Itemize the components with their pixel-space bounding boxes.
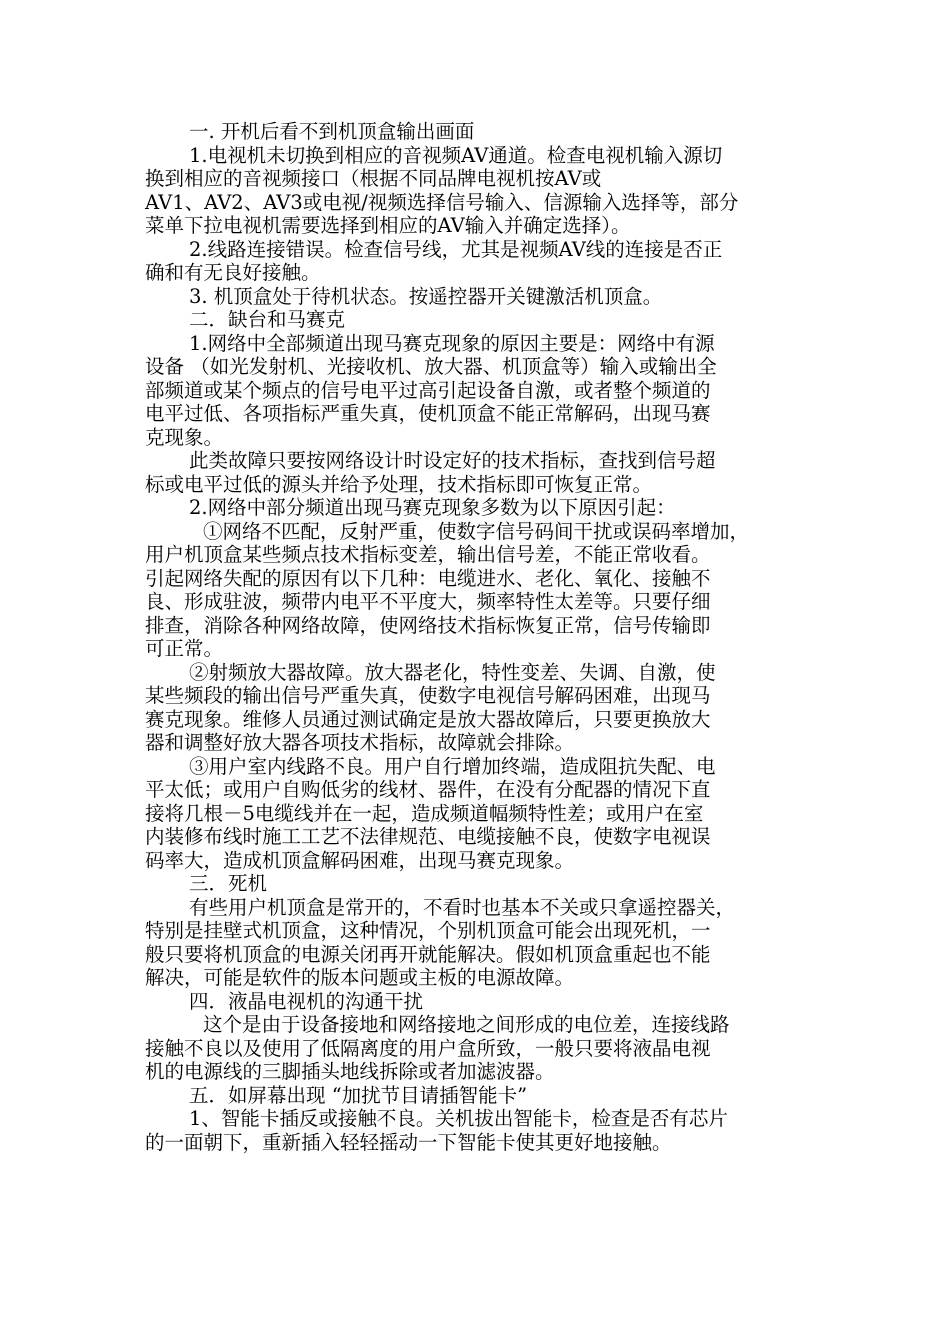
text-line: 设备 （如光发射机、光接收机、放大器、机顶盒等）输入或输出全	[145, 355, 717, 378]
text-line: 1、智能卡插反或接触不良。关机拔出智能卡，检查是否有芯片	[189, 1107, 728, 1130]
text-line: 赛克现象。维修人员通过测试确定是放大器故障后，只要更换放大	[145, 707, 711, 731]
text-line: 接将几根－5电缆线并在一起，造成频道幅频特性差；或用户在室	[145, 801, 704, 825]
text-line: 1.电视机未切换到相应的音视频AV通道。检查电视机输入源切	[189, 143, 723, 167]
text-line: 般只要将机顶盒的电源关闭再开就能解决。假如机顶盒重起也不能	[145, 942, 711, 966]
text-line: 内装修布线时施工工艺不法律规范、电缆接触不良，使数字电视误	[145, 825, 711, 848]
text-line: 菜单下拉电视机需要选择到相应的AV输入并确定选择）。	[145, 214, 631, 237]
text-line: 三．死机	[189, 872, 268, 895]
text-line: 可正常。	[145, 637, 224, 660]
text-line: ②射频放大器故障。放大器老化，特性变差、失调、自激，使	[189, 660, 716, 684]
text-line: 机的电源线的三脚插头地线拆除或者加滤波器。	[145, 1060, 555, 1083]
text-line: 排查，消除各种网络故障，使网络技术指标恢复正常，信号传输即	[145, 613, 711, 637]
text-line: 有些用户机顶盒是常开的，不看时也基本不关或只拿遥控器关，	[189, 895, 736, 919]
text-line: 1.网络中全部频道出现马赛克现象的原因主要是：网络中有源	[189, 331, 715, 355]
text-line: 良、形成驻波，频带内电平不平度大，频率特性太差等。只要仔细	[145, 590, 711, 613]
text-line: 部频道或某个频点的信号电平过高引起设备自激，或者整个频道的	[145, 378, 711, 402]
text-line: 此类故障只要按网络设计时设定好的技术指标，查找到信号超	[189, 449, 716, 472]
text-line: 接触不良以及使用了低隔离度的用户盒所致，一般只要将液晶电视	[145, 1036, 711, 1060]
text-line: 3. 机顶盒处于待机状态。按遥控器开关键激活机顶盒。	[189, 284, 663, 308]
text-line: 标或电平过低的源头并给予处理，技术指标即可恢复正常。	[145, 472, 653, 496]
text-line: AV1、AV2、AV3或电视/视频选择信号输入、信源输入选择等，部分	[145, 190, 739, 214]
text-line: 电平过低、各项指标严重失真，使机顶盒不能正常解码，出现马赛	[145, 402, 711, 425]
text-line: ①网络不匹配，反射严重，使数字信号码间干扰或误码率增加，	[203, 519, 750, 543]
text-line: 引起网络失配的原因有以下几种：电缆进水、老化、氧化、接触不	[145, 566, 711, 590]
text-line: 特别是挂壁式机顶盒，这种情况，个别机顶盒可能会出现死机，一	[145, 919, 711, 942]
text-line: 某些频段的输出信号严重失真，使数字电视信号解码困难，出现马	[145, 684, 711, 707]
text-line: 器和调整好放大器各项技术指标，故障就会排除。	[145, 731, 575, 754]
text-line: 五．如屏幕出现 “加扰节目请插智能卡”	[189, 1083, 528, 1107]
text-line: 确和有无良好接触。	[145, 261, 321, 284]
text-line: ③用户室内线路不良。用户自行增加终端，造成阻抗失配、电	[189, 754, 716, 778]
text-line: 2.网络中部分频道出现马赛克现象多数为以下原因引起：	[189, 496, 676, 519]
document-body	[145, 120, 815, 1154]
text-line: 码率大，造成机顶盒解码困难，出现马赛克现象。	[145, 848, 575, 872]
text-line: 解决，可能是软件的版本问题或主板的电源故障。	[145, 966, 575, 989]
text-line: 克现象。	[145, 425, 224, 449]
text-line: 四．液晶电视机的沟通干扰	[189, 989, 424, 1013]
text-line: 二．缺台和马赛克	[189, 308, 346, 331]
text-line: 的一面朝下，重新插入轻轻摇动一下智能卡使其更好地接触。	[145, 1130, 672, 1154]
text-line: 2.线路连接错误。检查信号线，尤其是视频AV线的连接是否正	[189, 237, 723, 261]
text-line: 平太低；或用户自购低劣的线材、器件，在没有分配器的情况下直	[145, 778, 711, 801]
text-line: 换到相应的音视频接口（根据不同品牌电视机按AV或	[145, 167, 602, 190]
text-line: 这个是由于设备接地和网络接地之间形成的电位差，连接线路	[203, 1013, 730, 1036]
text-line: 用户机顶盒某些频点技术指标变差，输出信号差，不能正常收看。	[145, 543, 711, 566]
text-line: 一. 开机后看不到机顶盒输出画面	[189, 120, 475, 143]
